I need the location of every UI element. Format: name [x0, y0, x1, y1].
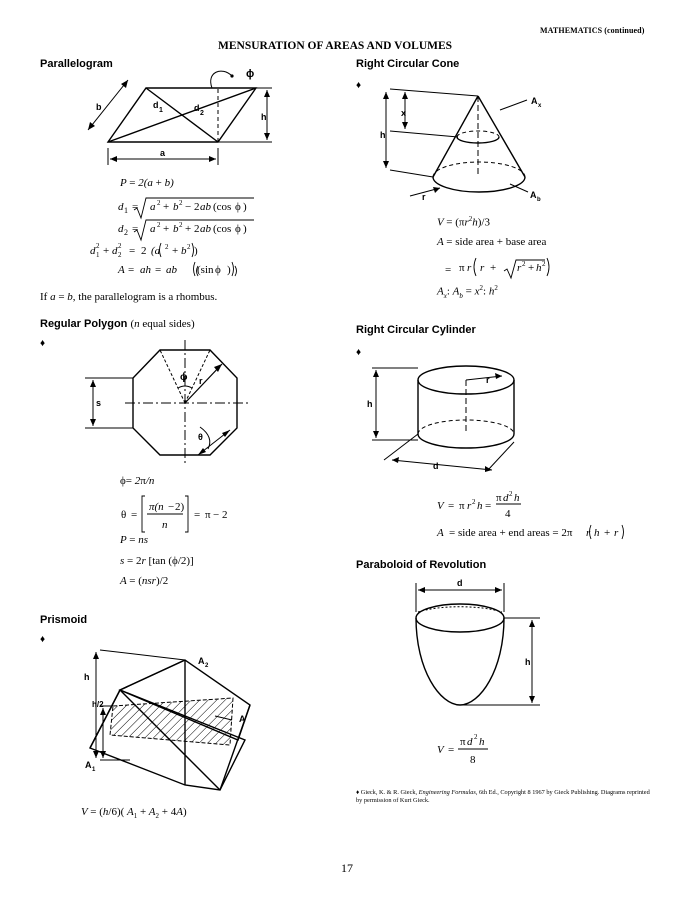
svg-text:2: 2 [179, 221, 183, 229]
cone-x-label: x [401, 108, 407, 118]
polygon-area-eq: A = (nsr)/2 [120, 575, 169, 587]
svg-text:2: 2 [472, 498, 476, 506]
svg-text:r: r [586, 527, 591, 539]
svg-text:2: 2 [165, 243, 169, 251]
svg-text:+: + [528, 262, 535, 274]
svg-text:−: − [168, 501, 175, 513]
svg-text:2: 2 [96, 242, 100, 250]
cyl-h-label: h [367, 399, 373, 409]
svg-text:V: V [437, 744, 444, 756]
svg-text:2: 2 [194, 201, 200, 213]
running-header: MATHEMATICS (continued) [540, 26, 645, 35]
svg-text:2): 2) [175, 501, 185, 513]
prismoid-diamond: ♦ [40, 634, 46, 645]
svg-text:r: r [480, 262, 485, 274]
svg-text:2: 2 [222, 509, 228, 521]
svg-text:(cos: (cos [213, 201, 232, 213]
svg-text:+: + [490, 262, 497, 274]
svg-text:a: a [150, 223, 156, 235]
svg-text:2: 2 [205, 663, 209, 669]
cyl-d-label: d [433, 461, 439, 471]
svg-text:+: + [604, 527, 611, 539]
svg-text:θ: θ [121, 509, 127, 521]
param-h-label: h [261, 112, 267, 122]
svg-text:ab: ab [200, 201, 211, 213]
svg-text:1: 1 [96, 251, 100, 259]
svg-text:π: π [496, 492, 502, 504]
poly-theta-label: θ [198, 432, 203, 442]
svg-text:x: x [538, 103, 542, 109]
svg-text:h: h [536, 262, 542, 274]
svg-text:h: h [479, 736, 485, 748]
svg-text:+: + [172, 245, 179, 257]
param-phi-label: ϕ [246, 68, 255, 80]
svg-text:A: A [118, 264, 125, 276]
para-d-label: d [457, 578, 463, 588]
poly-phi-label: ϕ [180, 372, 188, 383]
svg-text:r: r [517, 262, 522, 274]
svg-text:ϕ: ϕ [235, 201, 241, 213]
svg-text:(cos: (cos [213, 223, 232, 235]
param-b-label: b [96, 102, 102, 112]
svg-text:d: d [90, 245, 96, 257]
cone-Ax-label: A [531, 96, 538, 106]
svg-text:d: d [467, 736, 473, 748]
svg-text:=: = [485, 500, 492, 512]
svg-text:n: n [162, 519, 168, 531]
svg-text:2: 2 [542, 260, 546, 268]
svg-text:r: r [467, 262, 472, 274]
svg-text:2: 2 [179, 199, 183, 207]
poly-r-label: r [199, 376, 203, 386]
footnote: ♦ Gieck, K. & R. Gieck, Engineering Formulas, 6th Ed., Copyright 8 1967 by Gieck Publishing. Diagrams reprinted by permission of Kurt Gieck. [356, 789, 650, 804]
svg-text:ϕ: ϕ [215, 264, 221, 276]
svg-text:2: 2 [187, 243, 191, 251]
svg-text:(a: (a [151, 245, 161, 257]
svg-text:=: = [155, 264, 162, 276]
svg-text:=: = [132, 223, 139, 235]
svg-text:=: = [445, 264, 452, 276]
svg-text:2: 2 [118, 242, 122, 250]
prism-A-label: A [239, 714, 246, 724]
cylinder-heading: Right Circular Cylinder [356, 324, 476, 336]
svg-text:= side area + end areas = 2π: = side area + end areas = 2π [449, 527, 573, 539]
svg-text:1: 1 [92, 767, 96, 773]
svg-text:b: b [181, 245, 187, 257]
param-a-label: a [160, 148, 166, 158]
svg-text:ab: ab [200, 223, 211, 235]
svg-text:b: b [537, 197, 541, 203]
svg-text:=: = [194, 509, 201, 521]
polygon-diamond: ♦ [40, 338, 46, 349]
svg-text:): ) [243, 223, 247, 235]
param-d1-sub: 1 [159, 107, 163, 114]
polygon-side-eq: s = 2r [tan (ϕ/2)] [120, 555, 194, 567]
polygon-phi-eq: ϕ= 2π/n [120, 475, 155, 487]
svg-text:2: 2 [124, 228, 128, 237]
svg-text:): ) [243, 201, 247, 213]
svg-text:ah: ah [140, 264, 151, 276]
svg-text:4: 4 [505, 508, 511, 520]
parallelogram-perimeter-eq: P = 2(a + b) [120, 177, 174, 189]
parallelogram-heading: Parallelogram [40, 58, 113, 70]
svg-text:+: + [163, 201, 170, 213]
cone-volume-eq: $V = (\pi r^2h)/3$ [437, 215, 490, 229]
poly-s-label: s [96, 398, 102, 408]
cone-diamond: ♦ [356, 80, 362, 91]
svg-text:a: a [150, 201, 156, 213]
svg-text:8: 8 [470, 754, 476, 766]
svg-text:r: r [467, 500, 472, 512]
svg-text:=: = [131, 509, 138, 521]
svg-text:2: 2 [194, 223, 200, 235]
svg-text:1: 1 [124, 206, 128, 215]
svg-text:=: = [129, 245, 136, 257]
page-title: MENSURATION OF AREAS AND VOLUMES [218, 40, 453, 52]
svg-text:2: 2 [474, 733, 478, 741]
svg-text:π: π [205, 509, 211, 521]
svg-text:ab: ab [166, 264, 177, 276]
cone-r-label: r [422, 192, 426, 202]
page-number: 17 [341, 861, 353, 875]
svg-text:−: − [185, 201, 192, 213]
svg-text:=: = [448, 744, 455, 756]
param-d2-sub: 2 [200, 110, 204, 117]
svg-text:+: + [163, 223, 170, 235]
svg-text:V: V [437, 500, 444, 512]
svg-text:2: 2 [141, 245, 147, 257]
svg-text:h: h [514, 492, 520, 504]
prismoid-volume-eq: V = (h/6)( $A_1 + A_2 + 4A$) [81, 806, 187, 821]
svg-text:=: = [132, 201, 139, 213]
svg-text:+: + [103, 245, 110, 257]
svg-text:d: d [112, 245, 118, 257]
svg-text:A: A [437, 527, 444, 539]
svg-text:π: π [459, 262, 465, 274]
svg-text:2: 2 [118, 251, 122, 259]
svg-text:b: b [173, 223, 179, 235]
prismoid-heading: Prismoid [40, 614, 88, 626]
prism-A1-label: A [85, 760, 92, 770]
svg-text:b: b [173, 201, 179, 213]
polygon-perimeter-eq: P = ns [120, 534, 149, 546]
prism-h2-label: h/2 [92, 700, 104, 709]
svg-text:+: + [185, 223, 192, 235]
cone-heading: Right Circular Cone [356, 58, 460, 70]
svg-text:2: 2 [157, 221, 161, 229]
polygon-heading: Regular Polygon (n equal sides) [40, 318, 195, 330]
cyl-r-label: r [486, 375, 490, 385]
svg-text:ϕ: ϕ [235, 223, 241, 235]
rhombus-note: If a = b, the parallelogram is a rhombus. [40, 291, 218, 303]
svg-text:d: d [118, 223, 124, 235]
d1-eq-lhs: d [118, 201, 124, 213]
svg-text:=: = [128, 264, 135, 276]
svg-text:r: r [614, 527, 619, 539]
prism-h-label: h [84, 672, 90, 682]
svg-text:π(n: π(n [149, 501, 164, 513]
svg-text:=: = [448, 500, 455, 512]
svg-text:π: π [460, 736, 466, 748]
cone-area-eq: A = side area + base area [437, 236, 547, 248]
svg-text:2: 2 [157, 199, 161, 207]
cone-ratio-eq: $A_x$: $A_b = x^2$: $h^2$ [437, 284, 498, 300]
svg-text:d: d [503, 492, 509, 504]
svg-text:(sin: (sin [197, 264, 214, 276]
paraboloid-heading: Paraboloid of Revolution [356, 559, 487, 571]
svg-text:−: − [213, 509, 220, 521]
prism-A2-label: A [198, 656, 205, 666]
svg-text:h: h [594, 527, 600, 539]
svg-text:2: 2 [509, 490, 513, 498]
svg-text:2: 2 [522, 260, 526, 268]
svg-text:): ) [227, 264, 231, 276]
svg-text:h: h [477, 500, 483, 512]
svg-text:π: π [459, 500, 465, 512]
cone-h-label: h [380, 130, 386, 140]
param-d2-label: d [194, 103, 200, 113]
cylinder-diamond: ♦ [356, 347, 362, 358]
para-h-label: h [525, 657, 531, 667]
cone-Ab-label: A [530, 190, 537, 200]
param-d1-label: d [153, 100, 159, 110]
svg-text:): ) [194, 245, 198, 257]
